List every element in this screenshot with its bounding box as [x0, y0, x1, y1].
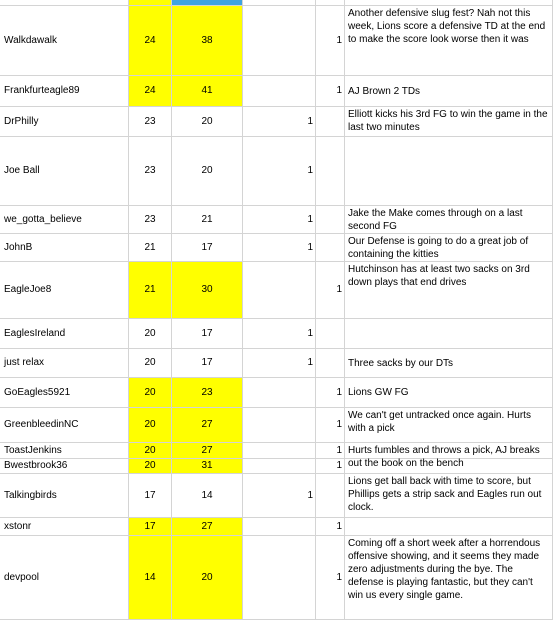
- pick-cell-c[interactable]: [243, 459, 316, 474]
- pick-cell-c[interactable]: [243, 443, 316, 459]
- player-name-cell[interactable]: Joe Ball: [0, 137, 129, 206]
- comment-cell[interactable]: Lions get ball back with time to score, but Phillips gets a strip sack and Eagles run out clock.: [345, 474, 553, 518]
- comment-cell[interactable]: [345, 319, 553, 349]
- score-cell-b[interactable]: 41: [172, 76, 243, 107]
- pick-cell-c[interactable]: 1: [243, 234, 316, 262]
- comment-cell[interactable]: Coming off a short week after a horrendous offensive showing, and it seems they made zero adjustments during the bye. The defense is playing fantastic, but they can't win us every single game.: [345, 536, 553, 620]
- pick-cell-c[interactable]: 1: [243, 137, 316, 206]
- pick-cell-d[interactable]: [316, 319, 345, 349]
- player-name-cell[interactable]: JohnB: [0, 234, 129, 262]
- pick-cell-c[interactable]: [243, 536, 316, 620]
- player-name-cell[interactable]: GoEagles5921: [0, 378, 129, 408]
- score-cell-a[interactable]: 20: [129, 408, 172, 443]
- pick-cell-c[interactable]: 1: [243, 206, 316, 234]
- score-cell-a[interactable]: 20: [129, 443, 172, 459]
- pick-cell-d[interactable]: 1: [316, 408, 345, 443]
- score-cell-a[interactable]: 21: [129, 234, 172, 262]
- pick-cell-d[interactable]: [316, 349, 345, 378]
- score-cell-b[interactable]: 17: [172, 319, 243, 349]
- player-name-cell[interactable]: devpool: [0, 536, 129, 620]
- pick-cell-c[interactable]: [243, 262, 316, 319]
- score-cell-b[interactable]: 27: [172, 443, 243, 459]
- pick-cell-c[interactable]: 1: [243, 349, 316, 378]
- player-name-cell[interactable]: Talkingbirds: [0, 474, 129, 518]
- pick-cell-c[interactable]: [243, 518, 316, 536]
- score-cell-b[interactable]: 17: [172, 349, 243, 378]
- pick-cell-d[interactable]: 1: [316, 536, 345, 620]
- comment-cell[interactable]: Elliott kicks his 3rd FG to win the game in the last two minutes: [345, 107, 553, 137]
- comment-cell[interactable]: We can't get untracked once again. Hurts with a pick: [345, 408, 553, 443]
- player-name-cell[interactable]: xstonr: [0, 518, 129, 536]
- pick-cell-c[interactable]: [243, 6, 316, 76]
- player-name-cell[interactable]: Frankfurteagle89: [0, 76, 129, 107]
- comment-cell[interactable]: [345, 137, 553, 206]
- score-cell-b[interactable]: 17: [172, 234, 243, 262]
- score-cell-a[interactable]: 20: [129, 378, 172, 408]
- player-name-cell[interactable]: GreenbleedinNC: [0, 408, 129, 443]
- comment-cell[interactable]: Jake the Make comes through on a last second FG: [345, 206, 553, 234]
- pick-cell-d[interactable]: 1: [316, 76, 345, 107]
- pick-cell-c[interactable]: [243, 378, 316, 408]
- comment-cell[interactable]: Another defensive slug fest? Nah not this week, Lions score a defensive TD at the end to make the score look worse then it was: [345, 6, 553, 76]
- score-cell-b[interactable]: 21: [172, 206, 243, 234]
- score-cell-b[interactable]: 14: [172, 474, 243, 518]
- pick-cell-d[interactable]: [316, 474, 345, 518]
- player-name-cell[interactable]: we_gotta_believe: [0, 206, 129, 234]
- score-cell-b[interactable]: 27: [172, 518, 243, 536]
- score-cell-a[interactable]: 24: [129, 6, 172, 76]
- prediction-table: [0, 6, 553, 620]
- player-name-cell[interactable]: ToastJenkins: [0, 443, 129, 459]
- player-name-cell[interactable]: Bwestbrook36: [0, 459, 129, 474]
- pick-cell-d[interactable]: 1: [316, 378, 345, 408]
- player-name-cell[interactable]: EaglesIreland: [0, 319, 129, 349]
- score-cell-b[interactable]: 20: [172, 536, 243, 620]
- pick-cell-c[interactable]: 1: [243, 107, 316, 137]
- pick-cell-d[interactable]: [316, 206, 345, 234]
- score-cell-b[interactable]: 27: [172, 408, 243, 443]
- score-cell-a[interactable]: 24: [129, 76, 172, 107]
- score-cell-b[interactable]: 20: [172, 107, 243, 137]
- score-cell-a[interactable]: 23: [129, 107, 172, 137]
- player-name-cell[interactable]: DrPhilly: [0, 107, 129, 137]
- comment-cell[interactable]: AJ Brown 2 TDs: [345, 76, 553, 107]
- score-cell-b[interactable]: 31: [172, 459, 243, 474]
- score-cell-a[interactable]: 20: [129, 349, 172, 378]
- comment-cell[interactable]: Hurts fumbles and throws a pick, AJ breaks out the book on the bench: [345, 443, 553, 459]
- pick-cell-c[interactable]: [243, 76, 316, 107]
- comment-cell[interactable]: [345, 459, 553, 474]
- score-cell-a[interactable]: 20: [129, 319, 172, 349]
- pick-cell-c[interactable]: [243, 408, 316, 443]
- comment-cell[interactable]: Hutchinson has at least two sacks on 3rd down plays that end drives: [345, 262, 553, 319]
- pick-cell-d[interactable]: 1: [316, 443, 345, 459]
- score-cell-a[interactable]: 20: [129, 459, 172, 474]
- score-cell-a[interactable]: 17: [129, 518, 172, 536]
- pick-cell-d[interactable]: 1: [316, 459, 345, 474]
- score-cell-b[interactable]: 30: [172, 262, 243, 319]
- pick-cell-d[interactable]: 1: [316, 262, 345, 319]
- comment-cell[interactable]: Our Defense is going to do a great job of containing the kitties: [345, 234, 553, 262]
- comment-cell[interactable]: Lions GW FG: [345, 378, 553, 408]
- pick-cell-d[interactable]: 1: [316, 518, 345, 536]
- score-cell-b[interactable]: 38: [172, 6, 243, 76]
- pick-cell-d[interactable]: [316, 137, 345, 206]
- comment-cell[interactable]: Three sacks by our DTs: [345, 349, 553, 378]
- score-cell-a[interactable]: 17: [129, 474, 172, 518]
- player-name-cell[interactable]: EagleJoe8: [0, 262, 129, 319]
- score-cell-a[interactable]: 23: [129, 137, 172, 206]
- pick-cell-c[interactable]: 1: [243, 319, 316, 349]
- pick-cell-c[interactable]: 1: [243, 474, 316, 518]
- pick-cell-d[interactable]: [316, 107, 345, 137]
- player-name-cell[interactable]: Walkdawalk: [0, 6, 129, 76]
- pick-cell-d[interactable]: [316, 234, 345, 262]
- score-cell-b[interactable]: 20: [172, 137, 243, 206]
- score-cell-a[interactable]: 23: [129, 206, 172, 234]
- player-name-cell[interactable]: just relax: [0, 349, 129, 378]
- pick-cell-d[interactable]: 1: [316, 6, 345, 76]
- score-cell-a[interactable]: 21: [129, 262, 172, 319]
- score-cell-b[interactable]: 23: [172, 378, 243, 408]
- comment-cell[interactable]: [345, 518, 553, 536]
- score-cell-a[interactable]: 14: [129, 536, 172, 620]
